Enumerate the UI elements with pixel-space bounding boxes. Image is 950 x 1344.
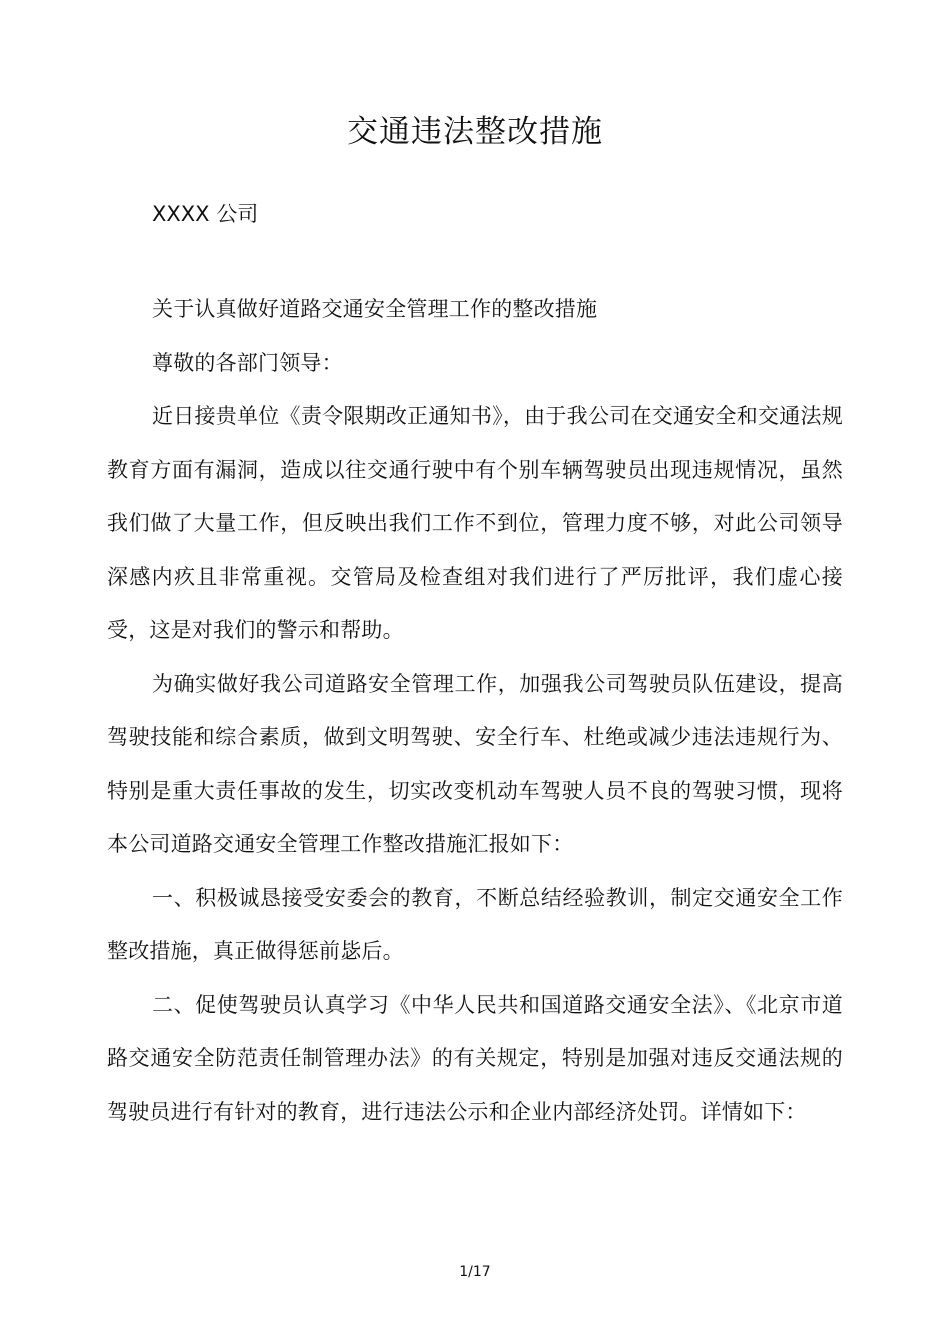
paragraph: 一、积极诚恳接受安委会的教育，不断总结经验教训，制定交通安全工作整改措施，真正做得惩前毖后。 bbox=[107, 885, 843, 963]
document-body bbox=[107, 283, 843, 1139]
paragraph: 近日接贵单位《责令限期改正通知书》，由于我公司在交通安全和交通法规教育方面有漏洞，造成以往交通行驶中有个别车辆驾驶员出现违规情况，虽然我们做了大量工作，但反映出我们工作不到位，管理力度不够，对此公司领导深感内疚且非常重视。交管局及检查组对我们进行了严厉批评，我们虚心接受，这是对我们的警示和帮助。 bbox=[107, 404, 843, 642]
subject-line: 关于认真做好道路交通安全管理工作的整改措施 bbox=[152, 297, 598, 321]
document-title: 交通违法整改措施 bbox=[347, 114, 603, 150]
company-name: XXXX 公司 bbox=[152, 202, 259, 226]
page-number: 1/17 bbox=[459, 1264, 491, 1280]
salutation: 尊敬的各部门领导： bbox=[152, 350, 343, 375]
paragraph: 二、促使驾驶员认真学习《中华人民共和国道路交通安全法》、《北京市道路交通安全防范责任制管理办法》的有关规定，特别是加强对违反交通法规的驾驶员进行有针对的教育，进行违法公示和企业内部经济处罚。详情如下： bbox=[107, 992, 843, 1124]
paragraph: 为确实做好我公司道路安全管理工作，加强我公司驾驶员队伍建设，提高驾驶技能和综合素质，做到文明驾驶、安全行车、杜绝或减少违法违规行为、特别是重大责任事故的发生，切实改变机动车驾驶人员不良的驾驶习惯，现将本公司道路交通安全管理工作整改措施汇报如下： bbox=[107, 671, 843, 856]
